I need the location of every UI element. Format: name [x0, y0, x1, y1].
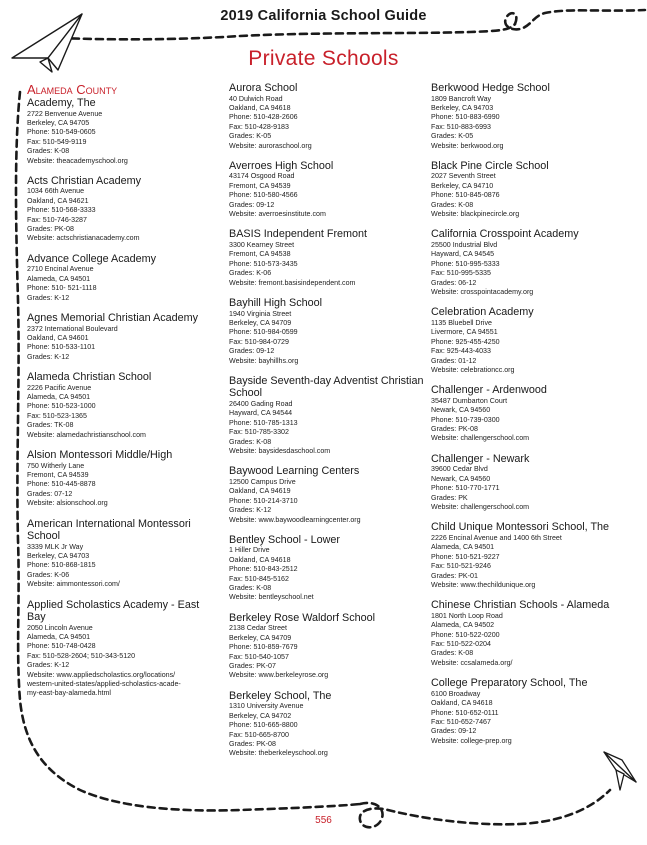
- school-name: Alsion Montessori Middle/High: [27, 449, 173, 462]
- school-detail: Grades: K-12: [229, 506, 272, 515]
- school-detail: Hayward, CA 94545: [431, 250, 495, 259]
- school-detail: 750 Witherly Lane: [27, 461, 85, 470]
- school-name: College Preparatory School, The: [431, 677, 588, 690]
- school-detail: Phone: 510-883-6990: [431, 113, 500, 122]
- school-detail: 26400 Gading Road: [229, 399, 293, 408]
- school-detail: 1034 66th Avenue: [27, 187, 85, 196]
- school-detail: Grades: K-08: [27, 147, 70, 156]
- school-name: Averroes High School: [229, 159, 334, 172]
- school-name: Bayhill High School: [229, 297, 323, 309]
- school-list: [229, 82, 424, 759]
- school-entry: [431, 228, 636, 297]
- school-detail: Phone: 925-455-4250: [431, 337, 500, 346]
- school-entry: [27, 97, 217, 166]
- school-website: Website: crosspointacademy.org: [431, 288, 534, 296]
- school-detail: 2710 Encinal Avenue: [27, 265, 94, 274]
- school-detail: Grades: K-08: [229, 584, 272, 593]
- school-detail: Fax: 510-652-7467: [431, 718, 491, 726]
- school-entry: [431, 82, 636, 151]
- school-name: Berkeley School, The: [229, 689, 332, 702]
- school-name: Academy, The: [27, 97, 96, 109]
- school-detail: Grades: 09-12: [431, 727, 477, 736]
- school-detail: Phone: 510-665-8800: [229, 721, 298, 730]
- school-detail: Grades: K-06: [27, 570, 70, 579]
- school-detail: Grades: 07-12: [27, 489, 73, 498]
- school-detail: Newark, CA 94560: [431, 406, 491, 415]
- school-detail: Grades: 09-12: [229, 347, 275, 356]
- school-detail: 1940 Virginia Street: [229, 309, 292, 318]
- school-entry: [229, 690, 424, 759]
- school-detail: Alameda, CA 94501: [431, 543, 495, 552]
- school-detail: 2138 Cedar Street: [229, 624, 287, 633]
- school-entry: [27, 518, 217, 590]
- school-website: Website: www.berkeleyrose.org: [229, 671, 329, 680]
- school-name: Berkwood Hedge School: [431, 82, 550, 94]
- school-detail: 3300 Kearney Street: [229, 240, 295, 249]
- page-number: 556: [315, 815, 332, 826]
- school-name: Aurora School: [229, 82, 298, 94]
- school-detail: Phone: 510-523-1000: [27, 402, 96, 411]
- school-entry: [431, 306, 636, 375]
- guide-title: 2019 California School Guide: [220, 8, 427, 24]
- school-name: Advance College Academy: [27, 252, 157, 265]
- school-detail: Fremont, CA 94539: [229, 181, 291, 190]
- school-detail: Fax: 510-549-9119: [27, 137, 87, 146]
- school-entry: [431, 521, 636, 590]
- school-website: Website: bayhillhs.org: [229, 356, 299, 365]
- school-website: Website: challengerschool.com: [431, 434, 530, 443]
- school-detail: Phone: 510-843-2512: [229, 565, 298, 574]
- school-detail: 6100 Broadway: [431, 689, 481, 698]
- school-name: Alameda Christian School: [27, 371, 152, 384]
- school-detail: Livermore, CA 94551: [431, 328, 498, 337]
- school-detail: Alameda, CA 94501: [27, 274, 91, 283]
- school-detail: Phone: 510-748-0428: [27, 642, 96, 651]
- school-detail: Phone: 510-428-2606: [229, 113, 298, 122]
- school-name: American International Montessori School: [27, 517, 191, 543]
- school-detail: 25500 Industrial Blvd: [431, 240, 498, 249]
- school-entry: [27, 449, 217, 509]
- school-detail: Fax: 510-522-0204: [431, 640, 491, 649]
- school-detail: Grades: K-12: [27, 661, 70, 670]
- school-detail: Phone: 510-445-8878: [27, 480, 96, 489]
- school-name: Celebration Academy: [431, 306, 534, 319]
- school-entry: [27, 253, 217, 303]
- top-dashed-path: [60, 24, 515, 39]
- school-detail: Berkeley, CA 94703: [27, 552, 90, 560]
- school-detail: Grades: PK-08: [431, 425, 478, 434]
- school-detail: Hayward, CA 94544: [229, 409, 293, 418]
- school-detail: Grades: PK: [431, 493, 468, 502]
- school-detail: Berkeley, CA 94703: [431, 103, 494, 112]
- school-website: Website: baysidesdaschool.com: [229, 446, 331, 455]
- school-name: Bentley School - Lower: [229, 533, 341, 546]
- school-detail: Grades: K-08: [229, 437, 272, 446]
- school-name: Challenger - Ardenwood: [431, 384, 547, 397]
- school-detail: Phone: 510-652-0111: [431, 708, 499, 717]
- school-website: Website: actschristianacademy.com: [27, 234, 140, 243]
- school-detail: Fax: 510-428-9183: [229, 122, 289, 131]
- school-entry: [229, 297, 424, 366]
- school-detail: Oakland, CA 94621: [27, 196, 89, 205]
- school-detail: Grades: PK-08: [27, 225, 74, 234]
- school-website: Website: www.appliedscholastics.org/locations/: [27, 670, 176, 679]
- school-detail: Grades: K-12: [27, 293, 70, 302]
- school-detail: Phone: 510-214-3710: [229, 496, 298, 505]
- school-detail: Grades: 01-12: [431, 356, 477, 365]
- school-detail: Fax: 510-523-1365: [27, 411, 87, 420]
- school-detail: 1135 Bluebell Drive: [431, 318, 492, 327]
- school-detail: Phone: 510-984-0599: [229, 328, 298, 337]
- school-detail: Oakland, CA 94619: [229, 487, 291, 496]
- school-detail: Phone: 510-995-5333: [431, 259, 500, 268]
- school-name: Baywood Learning Centers: [229, 465, 360, 478]
- school-detail: Fax: 510-540-1057: [229, 652, 289, 661]
- school-name: BASIS Independent Fremont: [229, 228, 368, 241]
- school-entry: [229, 465, 424, 525]
- school-entry: [229, 534, 424, 603]
- school-website: Website: celebrationcc.org: [431, 365, 515, 374]
- school-detail: 1801 North Loop Road: [431, 611, 503, 620]
- school-name: Challenger - Newark: [431, 452, 530, 465]
- school-website: Website: averroesinstitute.com: [229, 210, 326, 219]
- school-detail: 12500 Campus Drive: [229, 477, 296, 486]
- school-entry: [27, 599, 217, 699]
- school-detail: Grades: PK-08: [229, 739, 276, 748]
- school-entry: [431, 384, 636, 444]
- school-list: [431, 82, 636, 746]
- paper-airplane-icon-small: [604, 752, 636, 790]
- school-detail: Fax: 510-746-3287: [27, 215, 87, 224]
- school-website: Website: berkwood.org: [431, 141, 504, 150]
- school-detail: Grades: 06-12: [431, 278, 477, 287]
- school-detail: 2722 Benvenue Avenue: [27, 109, 103, 118]
- school-detail: Fax: 510-984-0729: [229, 337, 289, 346]
- school-detail: Fax: 510-845-5162: [229, 574, 289, 583]
- school-detail: 2050 Lincoln Avenue: [27, 623, 93, 632]
- school-entry: [431, 453, 636, 513]
- school-website: Website: alamedachristianschool.com: [27, 430, 146, 439]
- school-name: Acts Christian Academy: [27, 174, 142, 187]
- school-website: Website: www.thechildunique.org: [431, 580, 536, 589]
- school-detail: Oakland, CA 94618: [229, 555, 291, 564]
- school-detail: Fax: 510-521-9246: [431, 562, 491, 571]
- school-detail: Phone: 510-770-1771: [431, 484, 500, 493]
- school-detail: 2372 International Boulevard: [27, 324, 118, 333]
- school-detail: 2027 Seventh Street: [431, 172, 496, 181]
- school-name: Agnes Memorial Christian Academy: [27, 312, 199, 324]
- school-detail: Phone: 510-568-3333: [27, 206, 96, 215]
- school-detail: 1809 Bancroft Way: [431, 94, 492, 103]
- school-website: Website: auroraschool.org: [229, 141, 312, 150]
- school-website: Website: theberkeleyschool.org: [229, 749, 328, 758]
- school-website: Website: ccsalameda.org/: [431, 658, 513, 667]
- school-entry: [431, 677, 636, 746]
- school-detail: Alameda, CA 94501: [27, 633, 91, 642]
- school-detail: Phone: 510-785-1313: [229, 418, 298, 427]
- school-detail: Fax: 510-665-8700: [229, 730, 289, 739]
- column-3: [431, 82, 636, 755]
- school-detail: 1310 University Avenue: [229, 702, 304, 711]
- school-detail: Fax: 510-883-6993: [431, 122, 491, 131]
- school-detail: Grades: K-05: [431, 132, 474, 141]
- school-entry: [229, 160, 424, 220]
- school-detail: Phone: 510-521-9227: [431, 552, 500, 561]
- school-detail: Grades: TK-08: [27, 421, 74, 430]
- school-detail: Grades: PK-07: [229, 661, 276, 670]
- school-detail: Fremont, CA 94538: [229, 250, 291, 259]
- school-detail: Grades: K-08: [431, 200, 474, 209]
- school-entry: [27, 371, 217, 440]
- school-detail: Grades: K-08: [431, 649, 474, 658]
- school-detail: 40 Dulwich Road: [229, 94, 283, 103]
- school-detail: Oakland, CA 94618: [229, 103, 291, 112]
- school-detail: 2226 Pacific Avenue: [27, 383, 92, 392]
- school-entry: [27, 175, 217, 244]
- school-website: Website: theacademyschool.org: [27, 156, 128, 165]
- school-detail: 35487 Dumbarton Court: [431, 396, 508, 405]
- school-detail: Fax: 510-528-2604; 510-343-5120: [27, 651, 136, 660]
- school-detail: Phone: 510-859-7679: [229, 643, 298, 652]
- school-entry: [229, 375, 424, 456]
- school-detail: Berkeley, CA 94709: [229, 633, 292, 642]
- school-detail: Grades: K-05: [229, 132, 272, 141]
- school-detail: Alameda, CA 94502: [431, 621, 495, 630]
- school-website: Website: college-prep.org: [431, 736, 512, 745]
- school-detail: Phone: 510-845-0876: [431, 191, 500, 200]
- school-detail: Fax: 925-443-4033: [431, 347, 491, 356]
- school-detail: Phone: 510- 521-1118: [27, 284, 97, 293]
- school-detail: Alameda, CA 94501: [27, 393, 91, 402]
- school-detail: 1 Hiller Drive: [229, 546, 270, 555]
- school-detail: 2226 Encinal Avenue and 1400 6th Street: [431, 533, 562, 542]
- school-website: Website: www.baywoodlearningcenter.org: [229, 515, 361, 524]
- school-list: [27, 97, 217, 699]
- school-detail: Grades: PK-01: [431, 571, 478, 580]
- school-website: Website: aimmontessori.com/: [27, 580, 120, 589]
- school-name: Chinese Christian Schools - Alameda: [431, 599, 610, 612]
- school-detail: Newark, CA 94560: [431, 474, 491, 483]
- school-detail: 3339 MLK Jr Way: [27, 542, 84, 551]
- school-detail: 39600 Cedar Blvd: [431, 465, 488, 474]
- school-website: Website: challengerschool.com: [431, 503, 530, 511]
- school-detail: Phone: 510-580-4566: [229, 191, 298, 200]
- school-website: Website: fremont.basisindependent.com: [229, 278, 356, 287]
- school-detail: Fremont, CA 94539: [27, 470, 89, 479]
- school-entry: [431, 160, 636, 220]
- school-website: Website: alsionschool.org: [27, 499, 108, 508]
- school-detail: Phone: 510-522-0200: [431, 630, 500, 639]
- school-detail: Oakland, CA 94601: [27, 333, 89, 342]
- school-detail: Fax: 510-995-5335: [431, 269, 491, 278]
- school-entry: [27, 312, 217, 362]
- school-entry: [229, 612, 424, 681]
- school-detail: my-east-bay-alameda.html: [27, 689, 111, 698]
- school-website: Website: blackpinecircle.org: [431, 210, 520, 219]
- column-1: [27, 82, 217, 708]
- school-detail: Fax: 510-785-3302: [229, 428, 289, 437]
- school-entry: [229, 82, 424, 151]
- school-website: Website: bentleyschool.net: [229, 593, 314, 602]
- school-detail: western-united-states/applied-scholastics-acade-: [27, 680, 181, 689]
- school-detail: Berkeley, CA 94710: [431, 181, 494, 190]
- column-2: [229, 82, 424, 768]
- school-detail: Grades: K-12: [27, 352, 70, 361]
- school-detail: Phone: 510-573-3435: [229, 259, 298, 268]
- school-name: Child Unique Montessori School, The: [431, 521, 610, 534]
- school-name: Berkeley Rose Waldorf School: [229, 611, 376, 624]
- school-detail: Phone: 510-549-0605: [27, 128, 96, 137]
- section-title: Private Schools: [248, 47, 399, 70]
- school-detail: Oakland, CA 94618: [431, 699, 493, 708]
- school-detail: Berkeley, CA 94709: [229, 318, 292, 327]
- school-detail: Grades: K-06: [229, 269, 272, 278]
- school-detail: Phone: 510-868-1815: [27, 561, 96, 570]
- school-name: Bayside Seventh-day Adventist Christian School: [229, 374, 424, 400]
- school-detail: Phone: 510-739-0300: [431, 415, 500, 424]
- school-name: Applied Scholastics Academy - East Bay: [27, 598, 200, 624]
- school-detail: 43174 Osgood Road: [229, 172, 295, 181]
- school-entry: [229, 228, 424, 288]
- school-detail: Berkeley, CA 94705: [27, 118, 90, 127]
- school-name: California Crosspoint Academy: [431, 228, 579, 241]
- county-heading: Alameda County: [27, 82, 118, 97]
- school-detail: Grades: 09-12: [229, 200, 275, 209]
- school-entry: [431, 599, 636, 668]
- school-name: Black Pine Circle School: [431, 159, 549, 172]
- school-detail: Phone: 510-533-1101: [27, 343, 96, 352]
- school-detail: Berkeley, CA 94702: [229, 711, 292, 720]
